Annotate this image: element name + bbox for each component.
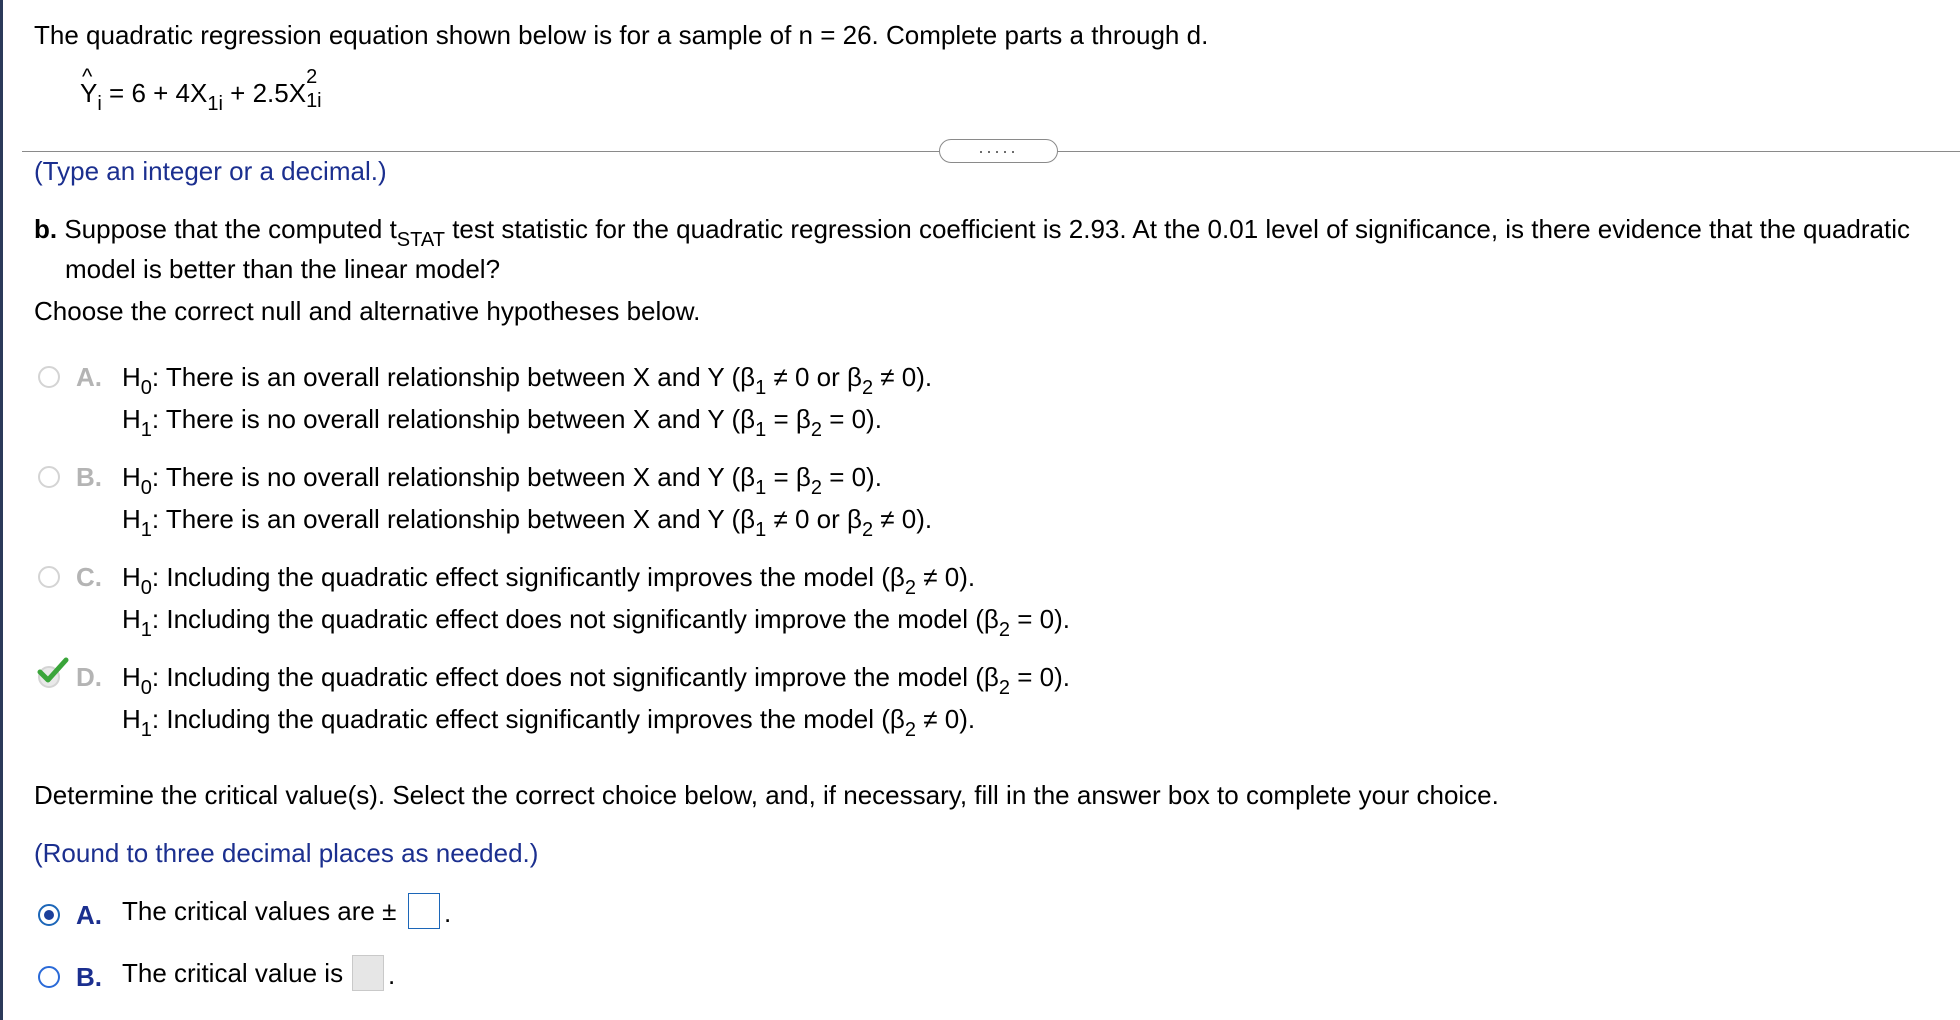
option-a-radio[interactable] [38,366,60,388]
option-c-radio[interactable] [38,566,60,588]
regression-equation: ^ $Y_i = 6 + 4X_{1i} + 2.5X$ 2 1i [80,78,336,111]
question-intro: The quadratic regression equation shown below is for a sample of n = 26. Complete parts a through d. [34,20,1209,50]
option-b-radio[interactable] [38,466,60,488]
type-hint: (Type an integer or a decimal.) [34,156,387,186]
option-d-h0: $H_0$: Including the quadratic effect does not significantly improve the model $(\beta_2 = 0)$. [122,662,1070,699]
hypotheses-prompt: Choose the correct null and alternative hypotheses below. [34,296,701,326]
part-b-question-line2: model is better than the linear model? [65,254,501,284]
critical-choice-b-letter: B. [76,962,102,992]
critical-choice-a-letter: A. [76,900,102,930]
option-d-letter: D. [76,662,102,692]
option-a-letter: A. [76,362,102,392]
option-b-h0: $H_0$: There is no overall relationship between X and Y $(\beta_1 = \beta_2 = 0)$. [122,462,882,499]
part-b-question: b. Suppose that the computed $t_{STAT}$ test statistic for the quadratic regression coefficient is 2.93. At the 0.01 level of significance, is there evidence that the quadratic [34,214,1910,251]
critical-values-input[interactable] [408,893,440,929]
option-c-h1: $H_1$: Including the quadratic effect does not significantly improve the model $(\beta_2 = 0)$. [122,604,1070,641]
round-hint: (Round to three decimal places as needed.) [34,838,539,868]
option-c-letter: C. [76,562,102,592]
expand-collapse-handle[interactable]: ..... [939,139,1058,163]
y-hat: ^ Y [80,78,97,108]
option-b-letter: B. [76,462,102,492]
critical-choice-b-period: . [388,960,396,990]
option-b-h1: $H_1$: There is an overall relationship between X and Y ($\beta_1 \ne 0$ or $\beta_2 \ne 0$). [122,504,933,541]
option-d-h1: $H_1$: Including the quadratic effect significantly improves the model $(\beta_2 \ne 0)$. [122,704,976,741]
critical-value-input[interactable] [352,955,384,991]
check-icon [36,656,70,686]
critical-choice-a-text: The critical values are ± [122,896,397,926]
critical-choice-b-text: The critical value is [122,958,344,988]
critical-choice-a-radio[interactable] [38,904,60,926]
left-border [0,0,3,1020]
option-c-h0: $H_0$: Including the quadratic effect significantly improves the model $(\beta_2 \ne 0)$. [122,562,976,599]
option-a-h1: $H_1$: There is no overall relationship between X and Y $(\beta_1 = \beta_2 = 0)$. [122,404,882,441]
critical-value-prompt: Determine the critical value(s). Select the correct choice below, and, if necessary, fill in the answer box to complete your choice. [34,780,1499,810]
option-a-h0: $H_0$: There is an overall relationship between X and Y ($\beta_1 \ne 0$ or $\beta_2 \ne 0$). [122,362,933,399]
critical-choice-a-period: . [444,898,452,928]
critical-choice-b-radio[interactable] [38,966,60,988]
